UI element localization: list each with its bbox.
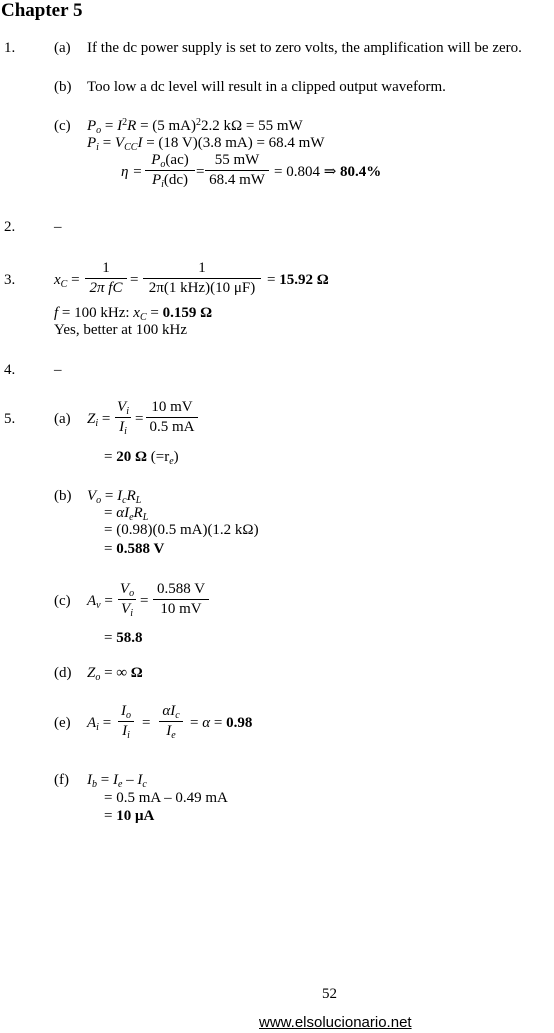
part-label: (e) [54, 715, 71, 731]
fraction [146, 399, 198, 436]
ib-result: = 10 μA [104, 808, 155, 824]
result-bold: 0.588 V [116, 541, 165, 557]
result-bold: 15.92 Ω [279, 272, 329, 288]
denominator-text: (dc) [163, 172, 189, 188]
fraction [153, 581, 209, 618]
result-bold: 0.98 [226, 715, 253, 731]
equation-text: = 100 kHz: [58, 305, 130, 321]
equation-text: = (18 V)(3.8 mA) = 68.4 mW [142, 135, 325, 151]
vo-result: = 0.588 V [104, 541, 165, 557]
problem-number: 3. [4, 272, 16, 288]
chapter-title: Chapter 5 [1, 0, 83, 21]
result-text: = 0.804 ⇒ [274, 164, 337, 180]
result-bold: 10 μA [116, 808, 155, 824]
ib-equation: = 0.5 mA – 0.49 mA [104, 790, 228, 806]
xc-at-100khz: f = 100 kHz: $x_C = 0.159$ Ω [54, 305, 213, 323]
part-label: (b) [54, 79, 72, 95]
problem-number: 5. [4, 411, 16, 427]
av-result: = 58.8 [104, 630, 143, 646]
exponent: 2 [196, 117, 202, 128]
part-label: (b) [54, 488, 72, 504]
problem-number: 2. [4, 219, 16, 235]
equals-sign: = [196, 164, 205, 180]
fraction: $V_i$ $I_i$ [115, 399, 131, 436]
part-label: (f) [54, 772, 69, 788]
efficiency-result [274, 164, 381, 181]
part-label: (c) [54, 593, 71, 609]
vo-equation: = $\alpha I_eR_L$ [104, 505, 149, 523]
xc-label: $x_C$ = [54, 272, 80, 290]
answer-text: Too low a dc level will result in a clipped output waveform. [87, 79, 446, 95]
zi-result: = 20 Ω $(=r_e)$ [104, 449, 179, 467]
xc-result: = 15.92 Ω [267, 272, 329, 288]
result-bold: 58.8 [116, 630, 143, 646]
part-label: (a) [54, 411, 71, 427]
ai-label: $A_i$ = [87, 715, 112, 733]
numerator-text: 55 mW [214, 152, 260, 168]
vo-equation: $V_o = I_cR_L$ [87, 488, 142, 506]
av-label: $A_v$ = [87, 593, 113, 611]
denominator-text: 10 mV [160, 601, 202, 617]
page-number: 52 [322, 986, 337, 1002]
fraction: $\alpha I_c$ $I_e$ [159, 703, 183, 740]
numerator-text: 1 [198, 260, 206, 276]
result-bold: ∞ Ω [116, 665, 143, 681]
power-input-equation: $P_i = V_{CC}I = (18$ V)(3.8 mA) = 68.4 mW [87, 135, 325, 153]
fraction: $V_o$ $V_i$ [119, 581, 135, 619]
ai-result: = α = 0.98 [190, 715, 253, 731]
numerator-text: 1 [102, 260, 110, 276]
zo-equation: $Z_o$ = ∞ Ω [87, 665, 143, 683]
fraction [205, 152, 269, 189]
equation-text: = (5 mA) [136, 118, 197, 134]
result-bold: 20 Ω [116, 449, 147, 465]
answer-text: If the dc power supply is set to zero volts, the amplification will be zero. [87, 40, 522, 56]
eta-symbol: η = [121, 164, 143, 180]
part-label: (c) [54, 118, 71, 134]
problem-number: 4. [4, 362, 16, 378]
denominator-text: 2π(1 kHz)(10 μF) [148, 280, 256, 296]
denominator-text: 68.4 mW [209, 172, 265, 188]
equals-sign: = [130, 272, 139, 288]
result-text: (=r [150, 449, 170, 465]
fraction: $P_o(ac)$ $P_i(dc)$ [145, 152, 195, 189]
conclusion-text: Yes, better at 100 kHz [54, 322, 188, 338]
denominator-text: 2π fC [89, 280, 123, 296]
zi-label: $Z_i$ = [87, 411, 111, 429]
equals-sign: = [142, 715, 151, 731]
power-output-equation: $P_o = I^2R = (5$ mA)$^2$2.2 kΩ = 55 mW [87, 117, 303, 136]
equals-sign: = [140, 593, 149, 609]
numerator-text: 10 mV [151, 399, 193, 415]
part-label: (d) [54, 665, 72, 681]
vo-equation: = (0.98)(0.5 mA)(1.2 kΩ) [104, 522, 259, 538]
website-link[interactable]: www.elsolucionario.net [259, 1014, 412, 1031]
numerator-text: (ac) [165, 152, 189, 168]
fraction: $I_o$ $I_i$ [118, 703, 134, 740]
result-bold: 80.4% [340, 164, 382, 180]
ib-equation: $I_b = I_e - I_c$ [87, 772, 147, 790]
fraction [143, 260, 261, 297]
result-bold: 0.159 Ω [162, 305, 213, 321]
equals-sign: = [135, 411, 144, 427]
fraction [85, 260, 127, 297]
answer-text: – [54, 219, 62, 235]
part-label: (a) [54, 40, 71, 56]
problem-number: 1. [4, 40, 16, 56]
denominator-text: 0.5 mA [149, 419, 195, 435]
numerator-text: 0.588 V [156, 581, 206, 597]
equation-text: 2.2 kΩ = 55 mW [201, 118, 303, 134]
answer-text: – [54, 362, 62, 378]
